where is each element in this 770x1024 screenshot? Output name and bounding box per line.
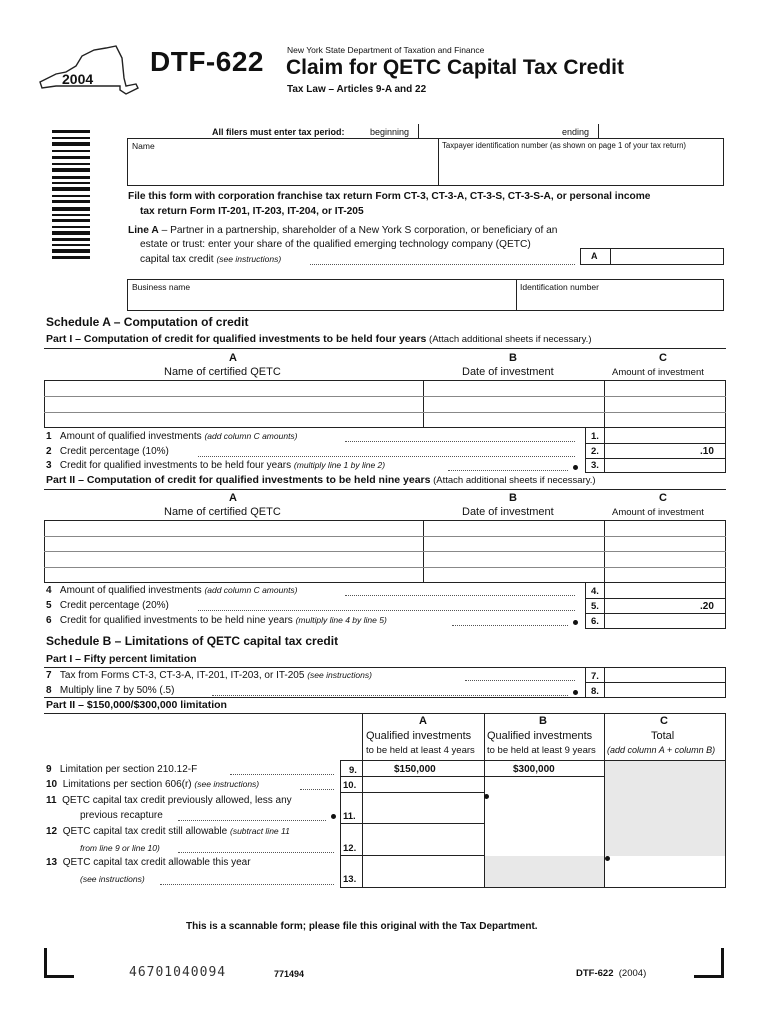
line-9-box: 9. bbox=[349, 765, 357, 776]
line-10-num: 10 bbox=[46, 779, 58, 790]
p2-row-3[interactable] bbox=[45, 552, 725, 566]
line-12-num: 12 bbox=[46, 826, 58, 837]
line-9 bbox=[46, 764, 197, 775]
b2-col-b-l1: Qualified investments bbox=[487, 730, 593, 742]
line-5-box: 5. bbox=[591, 601, 599, 612]
p2-row-4[interactable] bbox=[45, 568, 725, 582]
p2-col-c-letter: C bbox=[659, 492, 667, 504]
period-ending-input[interactable] bbox=[598, 124, 724, 138]
line-2-box: 2. bbox=[591, 446, 599, 457]
line-13-box: 13. bbox=[343, 874, 357, 885]
schedule-a-title: Schedule A – Computation of credit bbox=[46, 315, 249, 329]
line-9-col-b: $300,000 bbox=[513, 764, 555, 775]
p1-col-c-letter: C bbox=[659, 352, 667, 364]
line-1-ital: (add column C amounts) bbox=[204, 431, 298, 441]
b2-col-a-letter: A bbox=[419, 715, 427, 727]
period-beginning-label: beginning bbox=[370, 127, 410, 137]
line-13-text-1: QETC capital tax credit allowable this year bbox=[62, 857, 251, 868]
line-6-input[interactable] bbox=[605, 614, 724, 627]
schedule-a-part1-note: (Attach additional sheets if necessary.) bbox=[426, 334, 592, 345]
line-a-text-1: – Partner in a partnership, shareholder of a New York S corporation, or beneficiary of an bbox=[158, 225, 558, 236]
line-1-box: 1. bbox=[591, 431, 599, 442]
line-4-ital: (add column C amounts) bbox=[204, 585, 298, 595]
line-a-text-3 bbox=[140, 254, 281, 265]
tax-period-label: All filers must enter tax period: bbox=[212, 127, 345, 137]
schedule-b-part1-title: Part I – Fifty percent limitation bbox=[46, 653, 197, 665]
line-11 bbox=[46, 795, 292, 806]
file-instruction-1: File this form with corporation franchise tax return Form CT-3, CT-3-A, CT-3-S, CT-3-S-A, or personal income bbox=[128, 191, 651, 202]
line-5-text: Credit percentage (20%) bbox=[59, 600, 169, 611]
file-instruction-2: tax return Form IT-201, IT-203, IT-204, or IT-205 bbox=[140, 206, 364, 217]
line-3-input[interactable] bbox=[605, 459, 724, 472]
line-11-text-2: previous recapture bbox=[80, 810, 163, 821]
b2-col-c-l1: Total bbox=[651, 730, 675, 742]
line-2-value: .10 bbox=[700, 446, 714, 457]
line-6-box: 6. bbox=[591, 616, 599, 627]
line-a-text-2: estate or trust: enter your share of the qualified emerging technology company (QETC) bbox=[140, 239, 531, 250]
line-10-col-a-input[interactable] bbox=[363, 777, 483, 791]
line-13-num: 13 bbox=[46, 857, 58, 868]
business-name-field[interactable] bbox=[128, 280, 515, 310]
line-9-col-a: $150,000 bbox=[394, 764, 436, 775]
line-a-amount-input[interactable] bbox=[611, 249, 723, 264]
line-2-num: 2 bbox=[46, 446, 52, 457]
schedule-a-part2-note: (Attach additional sheets if necessary.) bbox=[430, 475, 596, 486]
schedule-a-part2-heading: Part II – Computation of credit for qualified investments to be held nine years bbox=[46, 474, 431, 486]
line-9-num: 9 bbox=[46, 764, 52, 775]
line-4-num: 4 bbox=[46, 585, 52, 596]
identification-number-field[interactable] bbox=[517, 280, 723, 310]
b2-col-b-letter: B bbox=[539, 715, 547, 727]
schedule-a-part2-title bbox=[46, 474, 596, 486]
line-1-input[interactable] bbox=[605, 429, 724, 442]
line-1 bbox=[46, 431, 298, 442]
p2-col-b-label: Date of investment bbox=[462, 506, 554, 518]
line-11-num: 11 bbox=[46, 795, 57, 806]
tin-field[interactable] bbox=[439, 139, 723, 185]
form-number: DTF-622 bbox=[150, 46, 264, 77]
line-4-input[interactable] bbox=[605, 584, 724, 597]
p2-col-a-label: Name of certified QETC bbox=[164, 506, 281, 518]
barcode bbox=[52, 130, 92, 260]
b2-col-a-l2: to be held at least 4 years bbox=[366, 745, 475, 756]
line-2-text: Credit percentage (10%) bbox=[59, 446, 169, 457]
line-11-col-b-input[interactable] bbox=[489, 793, 603, 855]
line-6-num: 6 bbox=[46, 615, 52, 626]
line-8 bbox=[46, 685, 174, 696]
form-title: Claim for QETC Capital Tax Credit bbox=[286, 56, 624, 79]
line-11-text-1: QETC capital tax credit previously allowed, less any bbox=[62, 795, 292, 806]
schedule-b-title: Schedule B – Limitations of QETC capital tax credit bbox=[46, 634, 339, 648]
business-name-label: Business name bbox=[132, 282, 191, 292]
schedule-a-part1-heading: Part I – Computation of credit for qualified investments to be held four years bbox=[46, 333, 427, 345]
line-6-text: Credit for qualified investments to be held nine years bbox=[59, 615, 296, 626]
line-2 bbox=[46, 446, 169, 457]
line-3-num: 3 bbox=[46, 460, 52, 471]
p1-col-b-label: Date of investment bbox=[462, 366, 554, 378]
b2-col-a-l1: Qualified investments bbox=[366, 730, 472, 742]
line-13-col-a-input[interactable] bbox=[363, 856, 483, 886]
line-a-text-3-plain: capital tax credit bbox=[140, 254, 217, 265]
line-13 bbox=[46, 857, 251, 868]
line-8-num: 8 bbox=[46, 685, 52, 696]
line-a-see-instructions: (see instructions) bbox=[216, 254, 282, 264]
line-10-ital: (see instructions) bbox=[194, 779, 260, 789]
line-12-ital-2: from line 9 or line 10) bbox=[80, 843, 160, 853]
line-6-ital: (multiply line 4 by line 5) bbox=[295, 615, 387, 625]
period-ending-label: ending bbox=[562, 127, 590, 137]
schedule-a-part1-title bbox=[46, 333, 592, 345]
line-12-box: 12. bbox=[343, 843, 357, 854]
p1-row-2[interactable] bbox=[45, 397, 725, 411]
b2-col-c-letter: C bbox=[660, 715, 668, 727]
tax-law: Tax Law – Articles 9-A and 22 bbox=[287, 84, 427, 95]
line-5-value: .20 bbox=[700, 601, 714, 612]
p2-col-c-label: Amount of investment bbox=[612, 507, 704, 518]
footer-form-number: DTF-622 bbox=[576, 968, 614, 979]
footer-form-year: (2004) bbox=[618, 968, 647, 979]
line-12-ital-1: (subtract line 11 bbox=[229, 826, 290, 836]
b2-col-c-l2: (add column A + column B) bbox=[607, 745, 716, 755]
line-a-box-label: A bbox=[591, 251, 598, 261]
agency-name: New York State Department of Taxation and Finance bbox=[287, 45, 485, 55]
line-8-text: Multiply line 7 by 50% (.5) bbox=[59, 685, 175, 696]
name-field[interactable] bbox=[128, 139, 437, 185]
line-10-box: 10. bbox=[343, 780, 357, 791]
b2-col-b-l2: to be held at least 9 years bbox=[487, 745, 596, 756]
tin-label: Taxpayer identification number (as shown on page 1 of your tax return) bbox=[442, 141, 687, 150]
p1-col-c-label: Amount of investment bbox=[612, 367, 704, 378]
period-beginning-input[interactable] bbox=[418, 124, 548, 138]
line-3-text: Credit for qualified investments to be held four years bbox=[59, 460, 294, 471]
identification-number-label: Identification number bbox=[520, 282, 599, 292]
corner-mark-left bbox=[44, 948, 74, 978]
line-12-col-a-input[interactable] bbox=[363, 824, 483, 854]
p2-col-a-letter: A bbox=[229, 492, 237, 504]
corner-mark-right bbox=[694, 948, 724, 978]
p2-row-1[interactable] bbox=[45, 521, 725, 535]
line-3 bbox=[46, 460, 385, 471]
line-3-box: 3. bbox=[591, 460, 599, 471]
line-4-text: Amount of qualified investments bbox=[59, 585, 205, 596]
line-a-label: Line A bbox=[128, 225, 159, 236]
line-7-box: 7. bbox=[591, 671, 599, 682]
p2-col-b-letter: B bbox=[509, 492, 517, 504]
footer-form-id bbox=[576, 968, 646, 979]
line-10 bbox=[46, 779, 259, 790]
scannable-notice: This is a scannable form; please file this original with the Tax Department. bbox=[186, 921, 538, 932]
line-7-text: Tax from Forms CT-3, CT-3-A, IT-201, IT-203, or IT-205 bbox=[59, 670, 308, 681]
p1-col-a-label: Name of certified QETC bbox=[164, 366, 281, 378]
line-13-col-c-input[interactable] bbox=[610, 857, 724, 886]
line-8-input[interactable] bbox=[605, 683, 724, 696]
line-5 bbox=[46, 600, 169, 611]
line-7-ital: (see instructions) bbox=[307, 670, 372, 680]
line-13-ital-2: (see instructions) bbox=[80, 874, 145, 884]
tax-year: 2004 bbox=[62, 71, 94, 87]
line-9-text: Limitation per section 210.12-F bbox=[59, 764, 198, 775]
p1-row-3[interactable] bbox=[45, 413, 725, 427]
line-8-box: 8. bbox=[591, 686, 599, 697]
line-6 bbox=[46, 615, 387, 626]
line-11-col-a-input[interactable] bbox=[363, 793, 483, 822]
line-4 bbox=[46, 585, 298, 596]
line-7-input[interactable] bbox=[605, 668, 724, 681]
name-label: Name bbox=[132, 141, 155, 151]
line-7 bbox=[46, 670, 372, 681]
line-12-text-1: QETC capital tax credit still allowable bbox=[62, 826, 230, 837]
line-7-num: 7 bbox=[46, 670, 52, 681]
p2-row-2[interactable] bbox=[45, 537, 725, 551]
line-4-box: 4. bbox=[591, 586, 599, 597]
line-a-text bbox=[128, 225, 557, 236]
schedule-b-part2-title: Part II – $150,000/$300,000 limitation bbox=[46, 699, 227, 711]
form-code: 771494 bbox=[274, 969, 305, 979]
p1-col-b-letter: B bbox=[509, 352, 517, 364]
line-11-box: 11. bbox=[343, 811, 356, 822]
scan-code: 46701040094 bbox=[129, 965, 227, 980]
line-10-text: Limitations per section 606(r) bbox=[62, 779, 195, 790]
p1-col-a-letter: A bbox=[229, 352, 237, 364]
line-1-text: Amount of qualified investments bbox=[59, 431, 205, 442]
ny-state-map-logo bbox=[36, 42, 140, 98]
line-5-num: 5 bbox=[46, 600, 52, 611]
p1-row-1[interactable] bbox=[45, 381, 725, 395]
line-3-ital: (multiply line 1 by line 2) bbox=[293, 460, 386, 470]
line-1-num: 1 bbox=[46, 431, 52, 442]
line-12 bbox=[46, 826, 290, 837]
